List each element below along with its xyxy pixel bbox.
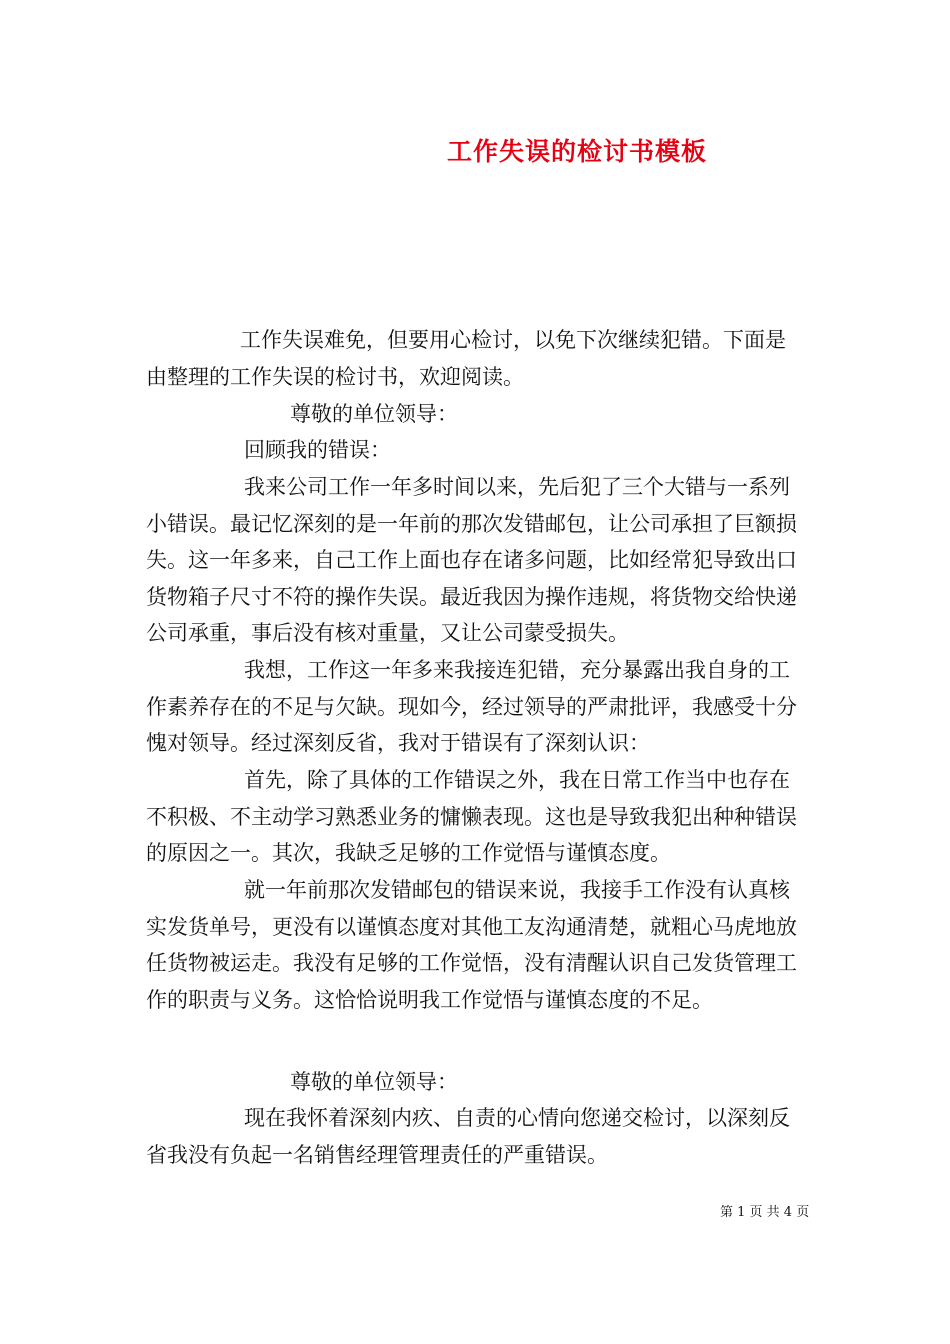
body-paragraph-2: 我想，工作这一年多来我接连犯错，充分暴露出我自身的工作素养存在的不足与欠缺。现如今，经过领导的严肃批评，我感受十分愧对领导。经过深刻反省，我对于错误有了深刻认识： <box>146 658 797 755</box>
salutation-2: 尊敬的单位领导： <box>290 1070 458 1094</box>
intro-paragraph: 工作失误难免，但要用心检讨，以免下次继续犯错。下面是由整理的工作失误的检讨书，欢迎阅读。 <box>146 328 786 389</box>
review-heading: 回顾我的错误： <box>244 438 391 462</box>
document-title: 工作失误的检讨书模板 <box>446 137 707 166</box>
page-number: 第 1 页 共 4 页 <box>720 1205 810 1220</box>
body-paragraph-1: 我来公司工作一年多时间以来，先后犯了三个大错与一系列小错误。最记忆深刻的是一年前的那次发错邮包，让公司承担了巨额损失。这一年多来，自己工作上面也存在诸多问题，比如经常犯导致出口货物箱子尺寸不符的操作失误。最近我因为操作违规，将货物交给快递公司承重，事后没有核对重量，又让公司蒙受损失。 <box>146 475 797 645</box>
salutation-1: 尊敬的单位领导： <box>290 402 458 426</box>
body-paragraph-5: 现在我怀着深刻内疚、自责的心情向您递交检讨，以深刻反省我没有负起一名销售经理管理责任的严重错误。 <box>146 1106 790 1167</box>
body-paragraph-3: 首先，除了具体的工作错误之外，我在日常工作当中也存在不积极、不主动学习熟悉业务的慵懒表现。这也是导致我犯出种种错误的原因之一。其次，我缺乏足够的工作觉悟与谨慎态度。 <box>146 768 797 865</box>
body-paragraph-4: 就一年前那次发错邮包的错误来说，我接手工作没有认真核实发货单号，更没有以谨慎态度对其他工友沟通清楚，就粗心马虎地放任货物被运走。我没有足够的工作觉悟，没有清醒认识自己发货管理工作的职责与义务。这恰恰说明我工作觉悟与谨慎态度的不足。 <box>146 878 797 1012</box>
